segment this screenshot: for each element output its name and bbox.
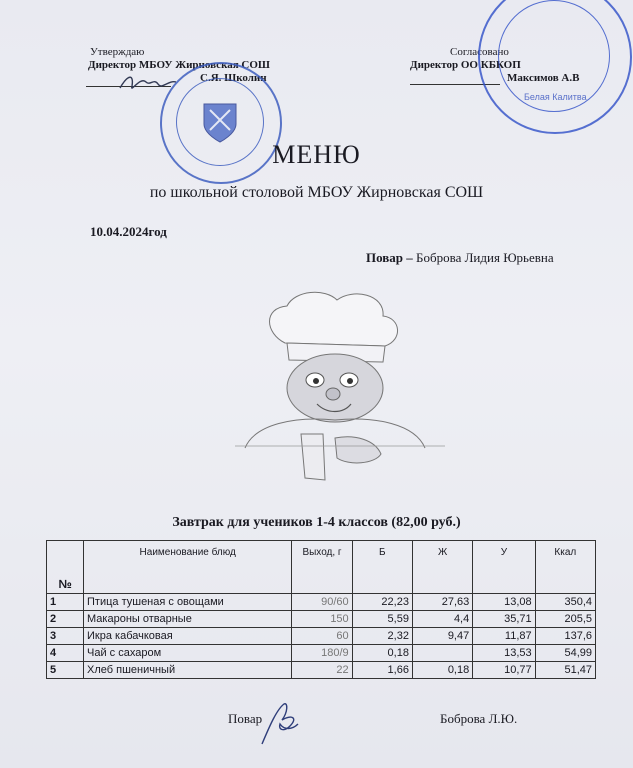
approve-director-title: Директор МБОУ Жирновская СОШ bbox=[88, 59, 271, 71]
dish-protein: 5,59 bbox=[352, 611, 412, 628]
dish-output: 90/60 bbox=[292, 594, 352, 611]
dish-carbs: 13,53 bbox=[473, 645, 535, 662]
approve-director-name: С.Я. Школин bbox=[200, 72, 267, 84]
table-row bbox=[47, 628, 596, 645]
header-output: Выход, г bbox=[292, 541, 352, 594]
dish-fat: 0,18 bbox=[412, 662, 472, 679]
dish-name: Хлеб пшеничный bbox=[84, 662, 292, 679]
row-index: 2 bbox=[47, 611, 84, 628]
table-row bbox=[47, 662, 596, 679]
menu-date: 10.04.2024год bbox=[90, 224, 167, 239]
dish-fat: 27,63 bbox=[412, 594, 472, 611]
footer-cook-name: Боброва Л.Ю. bbox=[440, 711, 518, 726]
header-fat: Ж bbox=[412, 541, 472, 594]
dish-kcal: 137,6 bbox=[535, 628, 595, 645]
agree-director-name: Максимов А.В bbox=[507, 72, 580, 84]
dish-output: 22 bbox=[292, 662, 352, 679]
dish-name: Чай с сахаром bbox=[84, 645, 292, 662]
dish-name: Макароны отварные bbox=[84, 611, 292, 628]
dish-carbs: 11,87 bbox=[473, 628, 535, 645]
dish-fat: 4,4 bbox=[412, 611, 472, 628]
table-header-row bbox=[47, 541, 596, 594]
header-num: № bbox=[47, 541, 84, 594]
organization-stamp bbox=[478, 0, 632, 134]
table-row bbox=[47, 594, 596, 611]
dish-carbs: 10,77 bbox=[473, 662, 535, 679]
dish-protein: 22,23 bbox=[352, 594, 412, 611]
cook-label: Повар – bbox=[366, 250, 413, 265]
footer-cook-label: Повар bbox=[228, 711, 263, 726]
approve-label: Утверждаю bbox=[90, 46, 145, 58]
header-carbs: У bbox=[473, 541, 535, 594]
header-kcal: Ккал bbox=[535, 541, 595, 594]
dish-carbs: 13,08 bbox=[473, 594, 535, 611]
page-subtitle: по школьной столовой МБОУ Жирновская СОШ bbox=[149, 184, 484, 201]
cook-name: Боброва Лидия Юрьевна bbox=[416, 250, 554, 265]
dish-protein: 0,18 bbox=[352, 645, 412, 662]
row-index: 4 bbox=[47, 645, 84, 662]
chef-illustration bbox=[225, 288, 455, 488]
dish-output: 60 bbox=[292, 628, 352, 645]
agree-label: Согласовано bbox=[450, 46, 509, 58]
dish-name: Икра кабачковая bbox=[84, 628, 292, 645]
dish-carbs: 35,71 bbox=[473, 611, 535, 628]
dish-protein: 2,32 bbox=[352, 628, 412, 645]
dish-protein: 1,66 bbox=[352, 662, 412, 679]
dish-kcal: 350,4 bbox=[535, 594, 595, 611]
meal-title: Завтрак для учеников 1-4 классов (82,00 руб.) bbox=[172, 515, 461, 530]
dish-fat bbox=[412, 645, 472, 662]
stamp-city-text: Белая Калитва bbox=[524, 92, 587, 102]
table-row bbox=[47, 645, 596, 662]
dish-fat: 9,47 bbox=[412, 628, 472, 645]
row-index: 5 bbox=[47, 662, 84, 679]
coat-of-arms-icon bbox=[200, 100, 240, 144]
row-index: 3 bbox=[47, 628, 84, 645]
row-index: 1 bbox=[47, 594, 84, 611]
table-row bbox=[47, 611, 596, 628]
page-title: МЕНЮ bbox=[272, 140, 361, 169]
dish-name: Птица тушеная с овощами bbox=[84, 594, 292, 611]
agree-director-title: Директор ОО КБКОП bbox=[410, 59, 521, 71]
dish-kcal: 205,5 bbox=[535, 611, 595, 628]
cook-line bbox=[366, 250, 554, 266]
header-name: Наименование блюд bbox=[84, 541, 292, 594]
dish-kcal: 51,47 bbox=[535, 662, 595, 679]
menu-table bbox=[46, 540, 596, 679]
dish-kcal: 54,99 bbox=[535, 645, 595, 662]
cook-signature-icon bbox=[258, 700, 302, 748]
header-protein: Б bbox=[352, 541, 412, 594]
dish-output: 150 bbox=[292, 611, 352, 628]
dish-output: 180/9 bbox=[292, 645, 352, 662]
